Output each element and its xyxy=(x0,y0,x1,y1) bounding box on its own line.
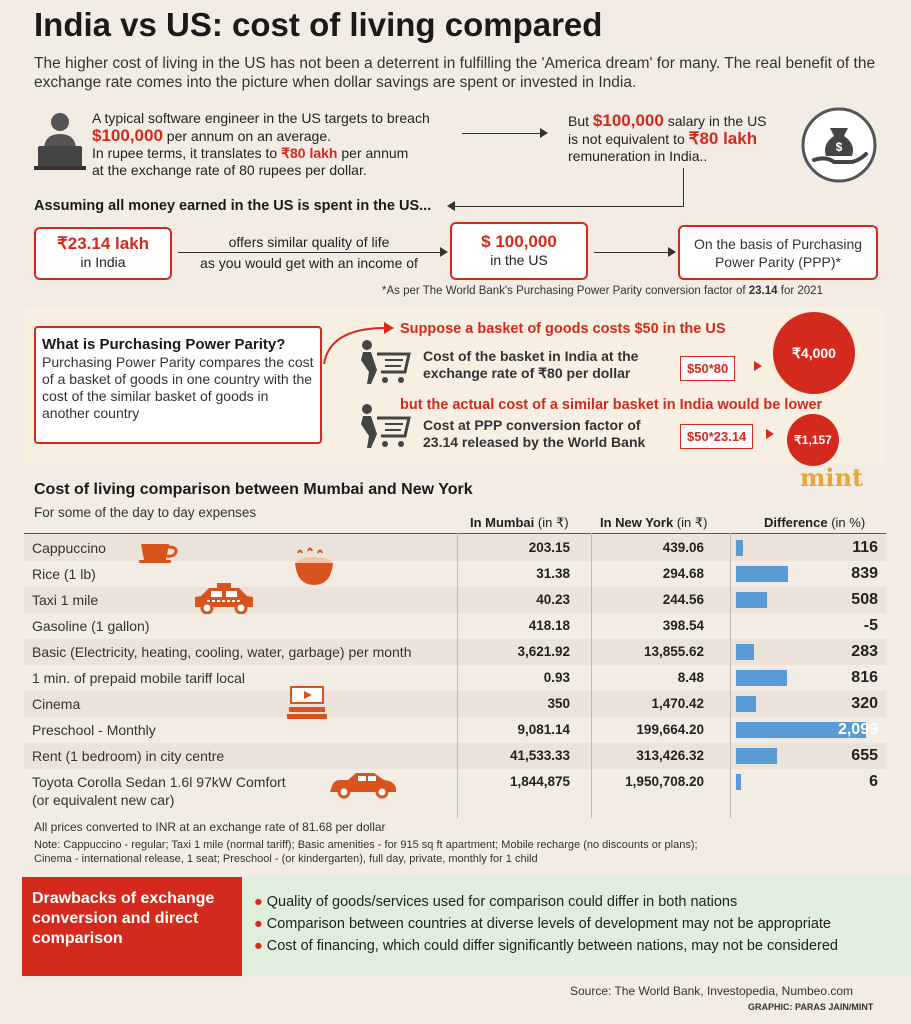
table-subtitle: For some of the day to day expenses xyxy=(34,505,257,520)
row-label: Toyota Corolla Sedan 1.6l 97kW Comfort xyxy=(32,774,286,790)
flow-arrow-line-2 xyxy=(594,252,670,253)
footnote-b: 23.14 xyxy=(748,285,778,297)
arrow-line-1 xyxy=(462,133,542,134)
notes-line3: Cinema - international release, 1 seat; Preschool - (or kindergarten), full day, private, monthly for 1 child xyxy=(34,853,538,865)
row-ny-value: 439.06 xyxy=(662,540,704,555)
row-ny-value: 244.56 xyxy=(662,592,704,607)
engineer-line4: at the exchange rate of 80 rupees per dollar. xyxy=(92,162,367,178)
col-divider-3 xyxy=(730,533,731,818)
shopping-cart-icon-2 xyxy=(355,402,413,450)
ppp-heading: What is Purchasing Power Parity? xyxy=(42,336,286,353)
row-ny-value: 13,855.62 xyxy=(643,644,704,659)
row-label: Preschool - Monthly xyxy=(32,722,156,738)
row-mumbai-value: 9,081.14 xyxy=(517,722,570,737)
source-text: Source: The World Bank, Investopedia, Numbeo.com xyxy=(570,984,854,998)
row-label: Taxi 1 mile xyxy=(32,592,99,608)
connector-horizontal xyxy=(455,206,684,207)
ppp-suppose: Suppose a basket of goods costs $50 in the US xyxy=(400,321,726,337)
row-ny-value: 294.68 xyxy=(662,566,704,581)
engineer-lakh: ₹80 lakh xyxy=(281,145,338,161)
but-c: is not equivalent to xyxy=(568,131,685,147)
ppp-definition-box xyxy=(34,326,322,444)
row-diff-bar xyxy=(736,644,754,660)
flow-arrow-head-1 xyxy=(440,247,448,257)
bullet-icon: ● xyxy=(254,894,263,910)
connector-arrow-head xyxy=(447,201,455,211)
ppp-row2-arrow xyxy=(766,429,774,439)
flow-box-india-label: in India xyxy=(80,254,126,270)
money-bag-hand-icon xyxy=(800,106,878,184)
row-diff-value: 320 xyxy=(851,695,878,712)
cup-icon xyxy=(137,538,181,564)
row-label: Basic (Electricity, heating, cooling, water, garbage) per month xyxy=(32,644,412,660)
flow-mid-line2: as you would get with an income of xyxy=(200,255,418,271)
car-icon xyxy=(328,772,398,800)
table-row xyxy=(24,587,886,613)
table-notes xyxy=(34,820,894,866)
ppp-row1-text: Cost of the basket in India at the exchange rate of ₹80 per dollar xyxy=(423,348,639,381)
engineer-line2: per annum on an average. xyxy=(166,128,332,144)
table-row xyxy=(24,691,886,717)
col-mumbai-label: In Mumbai xyxy=(470,515,535,530)
col-divider-1 xyxy=(457,533,458,818)
footnote-a: *As per The World Bank's Purchasing Power Parity conversion factor of xyxy=(382,285,746,297)
but-lakh: ₹80 lakh xyxy=(688,129,758,148)
graphic-credit: GRAPHIC: PARAS JAIN/MINT xyxy=(748,1002,874,1012)
engineer-line3c: per annum xyxy=(341,145,409,161)
row-diff-value: 839 xyxy=(851,565,878,582)
flow-box-ppp xyxy=(678,225,878,280)
svg-text:$: $ xyxy=(835,140,843,154)
row-ny-value: 1,470.42 xyxy=(651,696,704,711)
col-header-diff xyxy=(764,515,865,530)
row-label-secondary: (or equivalent new car) xyxy=(32,792,175,808)
row-mumbai-value: 203.15 xyxy=(528,540,570,555)
row-label: 1 min. of prepaid mobile tariff local xyxy=(32,670,245,686)
drawback-item xyxy=(254,913,900,935)
row-mumbai-value: 418.18 xyxy=(528,618,570,633)
row-diff-bar xyxy=(736,774,741,790)
bullet-icon: ● xyxy=(254,938,263,954)
row-diff-value: 2,099 xyxy=(837,721,878,738)
table-row xyxy=(24,639,886,665)
col-ny-label: In New York xyxy=(600,515,674,530)
engineer-line3a: In rupee terms, it translates to xyxy=(92,145,278,161)
flow-arrow-head-2 xyxy=(668,247,676,257)
ppp-body: Purchasing Power Parity compares the cost of a basket of goods in one country with the cost of the similar basket of goods in another country xyxy=(42,354,314,421)
row-mumbai-value: 350 xyxy=(547,696,570,711)
row-label: Rice (1 lb) xyxy=(32,566,96,582)
row-label: Cappuccino xyxy=(32,540,106,556)
table-row xyxy=(24,561,886,587)
ppp-row2-text: Cost at PPP conversion factor of 23.14 released by the World Bank xyxy=(423,417,646,450)
row-diff-value: 655 xyxy=(851,747,878,764)
flow-box-us-value: $ 100,000 xyxy=(481,232,557,251)
assuming-heading: Assuming all money earned in the US is spent in the US... xyxy=(34,198,432,214)
engineer-laptop-icon xyxy=(34,110,86,172)
bullet-icon: ● xyxy=(254,916,263,932)
ppp-row1-value: ₹4,000 xyxy=(773,312,855,394)
row-ny-value: 1,950,708.20 xyxy=(625,774,704,789)
row-label: Gasoline (1 gallon) xyxy=(32,618,150,634)
flow-box-us-label: in the US xyxy=(490,252,548,268)
row-diff-value: -5 xyxy=(863,617,878,634)
table-row xyxy=(24,665,886,691)
row-mumbai-value: 41,533.33 xyxy=(509,748,570,763)
table-header-rule xyxy=(24,533,886,534)
drawback-item-text: Quality of goods/services used for comparison could differ in both nations xyxy=(266,894,738,910)
row-mumbai-value: 40.23 xyxy=(536,592,570,607)
row-ny-value: 8.48 xyxy=(677,670,704,685)
flow-mid-line1: offers similar quality of life xyxy=(228,234,390,250)
page-title: India vs US: cost of living compared xyxy=(34,6,603,43)
engineer-line1: A typical software engineer in the US targets to breach xyxy=(92,110,430,126)
but-d: remuneration in India.. xyxy=(568,148,708,164)
rice-bowl-icon xyxy=(292,547,336,587)
col-divider-2 xyxy=(591,533,592,818)
row-mumbai-value: 31.38 xyxy=(536,566,570,581)
notes-line1: All prices converted to INR at an exchange rate of 81.68 per dollar xyxy=(34,820,386,834)
table-row xyxy=(24,743,886,769)
but-text xyxy=(568,112,798,165)
col-diff-label: Difference xyxy=(764,515,828,530)
taxi-icon xyxy=(191,582,257,614)
col-mumbai-unit: (in ₹) xyxy=(537,515,569,530)
drawbacks-heading: Drawbacks of exchange conversion and direct comparison xyxy=(22,877,242,976)
row-ny-value: 313,426.32 xyxy=(636,748,704,763)
row-diff-value: 6 xyxy=(869,773,878,790)
but-b: salary in the US xyxy=(667,113,767,129)
flow-box-india-value: ₹23.14 lakh xyxy=(56,234,150,253)
table-title: Cost of living comparison between Mumbai and New York xyxy=(34,481,473,498)
table-row xyxy=(24,717,886,743)
row-diff-bar xyxy=(736,540,743,556)
engineer-amount: $100,000 xyxy=(92,126,163,145)
ppp-row1-arrow xyxy=(754,361,762,371)
drawbacks-list xyxy=(242,877,911,976)
table-row xyxy=(24,613,886,639)
row-ny-value: 199,664.20 xyxy=(636,722,704,737)
but-amount: $100,000 xyxy=(592,111,664,130)
page-subtitle: The higher cost of living in the US has not been a deterrent in fulfilling the 'America dream' for many. The real benefit of the exchange rate comes into the picture when dollar savings are spent or invested in India. xyxy=(34,55,876,91)
connector-vertical xyxy=(683,168,684,206)
row-label: Cinema xyxy=(32,696,81,712)
engineer-text xyxy=(92,110,472,179)
row-mumbai-value: 1,844,875 xyxy=(509,774,570,789)
row-diff-value: 816 xyxy=(851,669,878,686)
row-mumbai-value: 3,621.92 xyxy=(517,644,570,659)
drawback-item xyxy=(254,891,900,913)
flow-box-ppp-text: On the basis of Purchasing Power Parity (PPP)* xyxy=(693,236,863,270)
footnote-c: for 2021 xyxy=(780,285,823,297)
table-row xyxy=(24,769,886,813)
notes-line2: Note: Cappuccino - regular; Taxi 1 mile (normal tariff); Basic amenities - for 915 sq ft apartment; Mobile recharge (no discounts or plans); xyxy=(34,839,698,851)
row-diff-bar xyxy=(736,696,756,712)
drawback-item-text: Cost of financing, which could differ significantly between nations, may not be considered xyxy=(266,938,838,954)
ppp-row2-formula: $50*23.14 xyxy=(680,424,753,449)
row-label: Rent (1 bedroom) in city centre xyxy=(32,748,225,764)
col-header-ny xyxy=(600,515,708,531)
arrow-head-1 xyxy=(540,128,548,138)
row-diff-value: 283 xyxy=(851,643,878,660)
row-mumbai-value: 0.93 xyxy=(543,670,570,685)
flow-box-us xyxy=(450,222,588,280)
but-a: But xyxy=(568,113,590,129)
mint-logo: mint xyxy=(800,463,864,492)
flow-mid-text xyxy=(178,232,440,273)
col-header-mumbai xyxy=(470,515,569,531)
cinema-screen-icon xyxy=(285,686,329,720)
ppp-row2-value: ₹1,157 xyxy=(787,414,839,466)
shopping-cart-icon-1 xyxy=(355,338,413,386)
footnote xyxy=(382,285,823,297)
drawback-item xyxy=(254,935,900,957)
drawback-item-text: Comparison between countries at diverse levels of development may not be appropriate xyxy=(266,916,831,932)
row-diff-value: 116 xyxy=(852,539,878,556)
col-diff-unit: (in %) xyxy=(831,515,866,530)
flow-box-india xyxy=(34,227,172,280)
ppp-row1-formula: $50*80 xyxy=(680,356,735,381)
row-diff-value: 508 xyxy=(851,591,878,608)
row-ny-value: 398.54 xyxy=(662,618,704,633)
col-ny-unit: (in ₹) xyxy=(676,515,708,530)
ppp-but-actual: but the actual cost of a similar basket in India would be lower xyxy=(400,397,823,413)
